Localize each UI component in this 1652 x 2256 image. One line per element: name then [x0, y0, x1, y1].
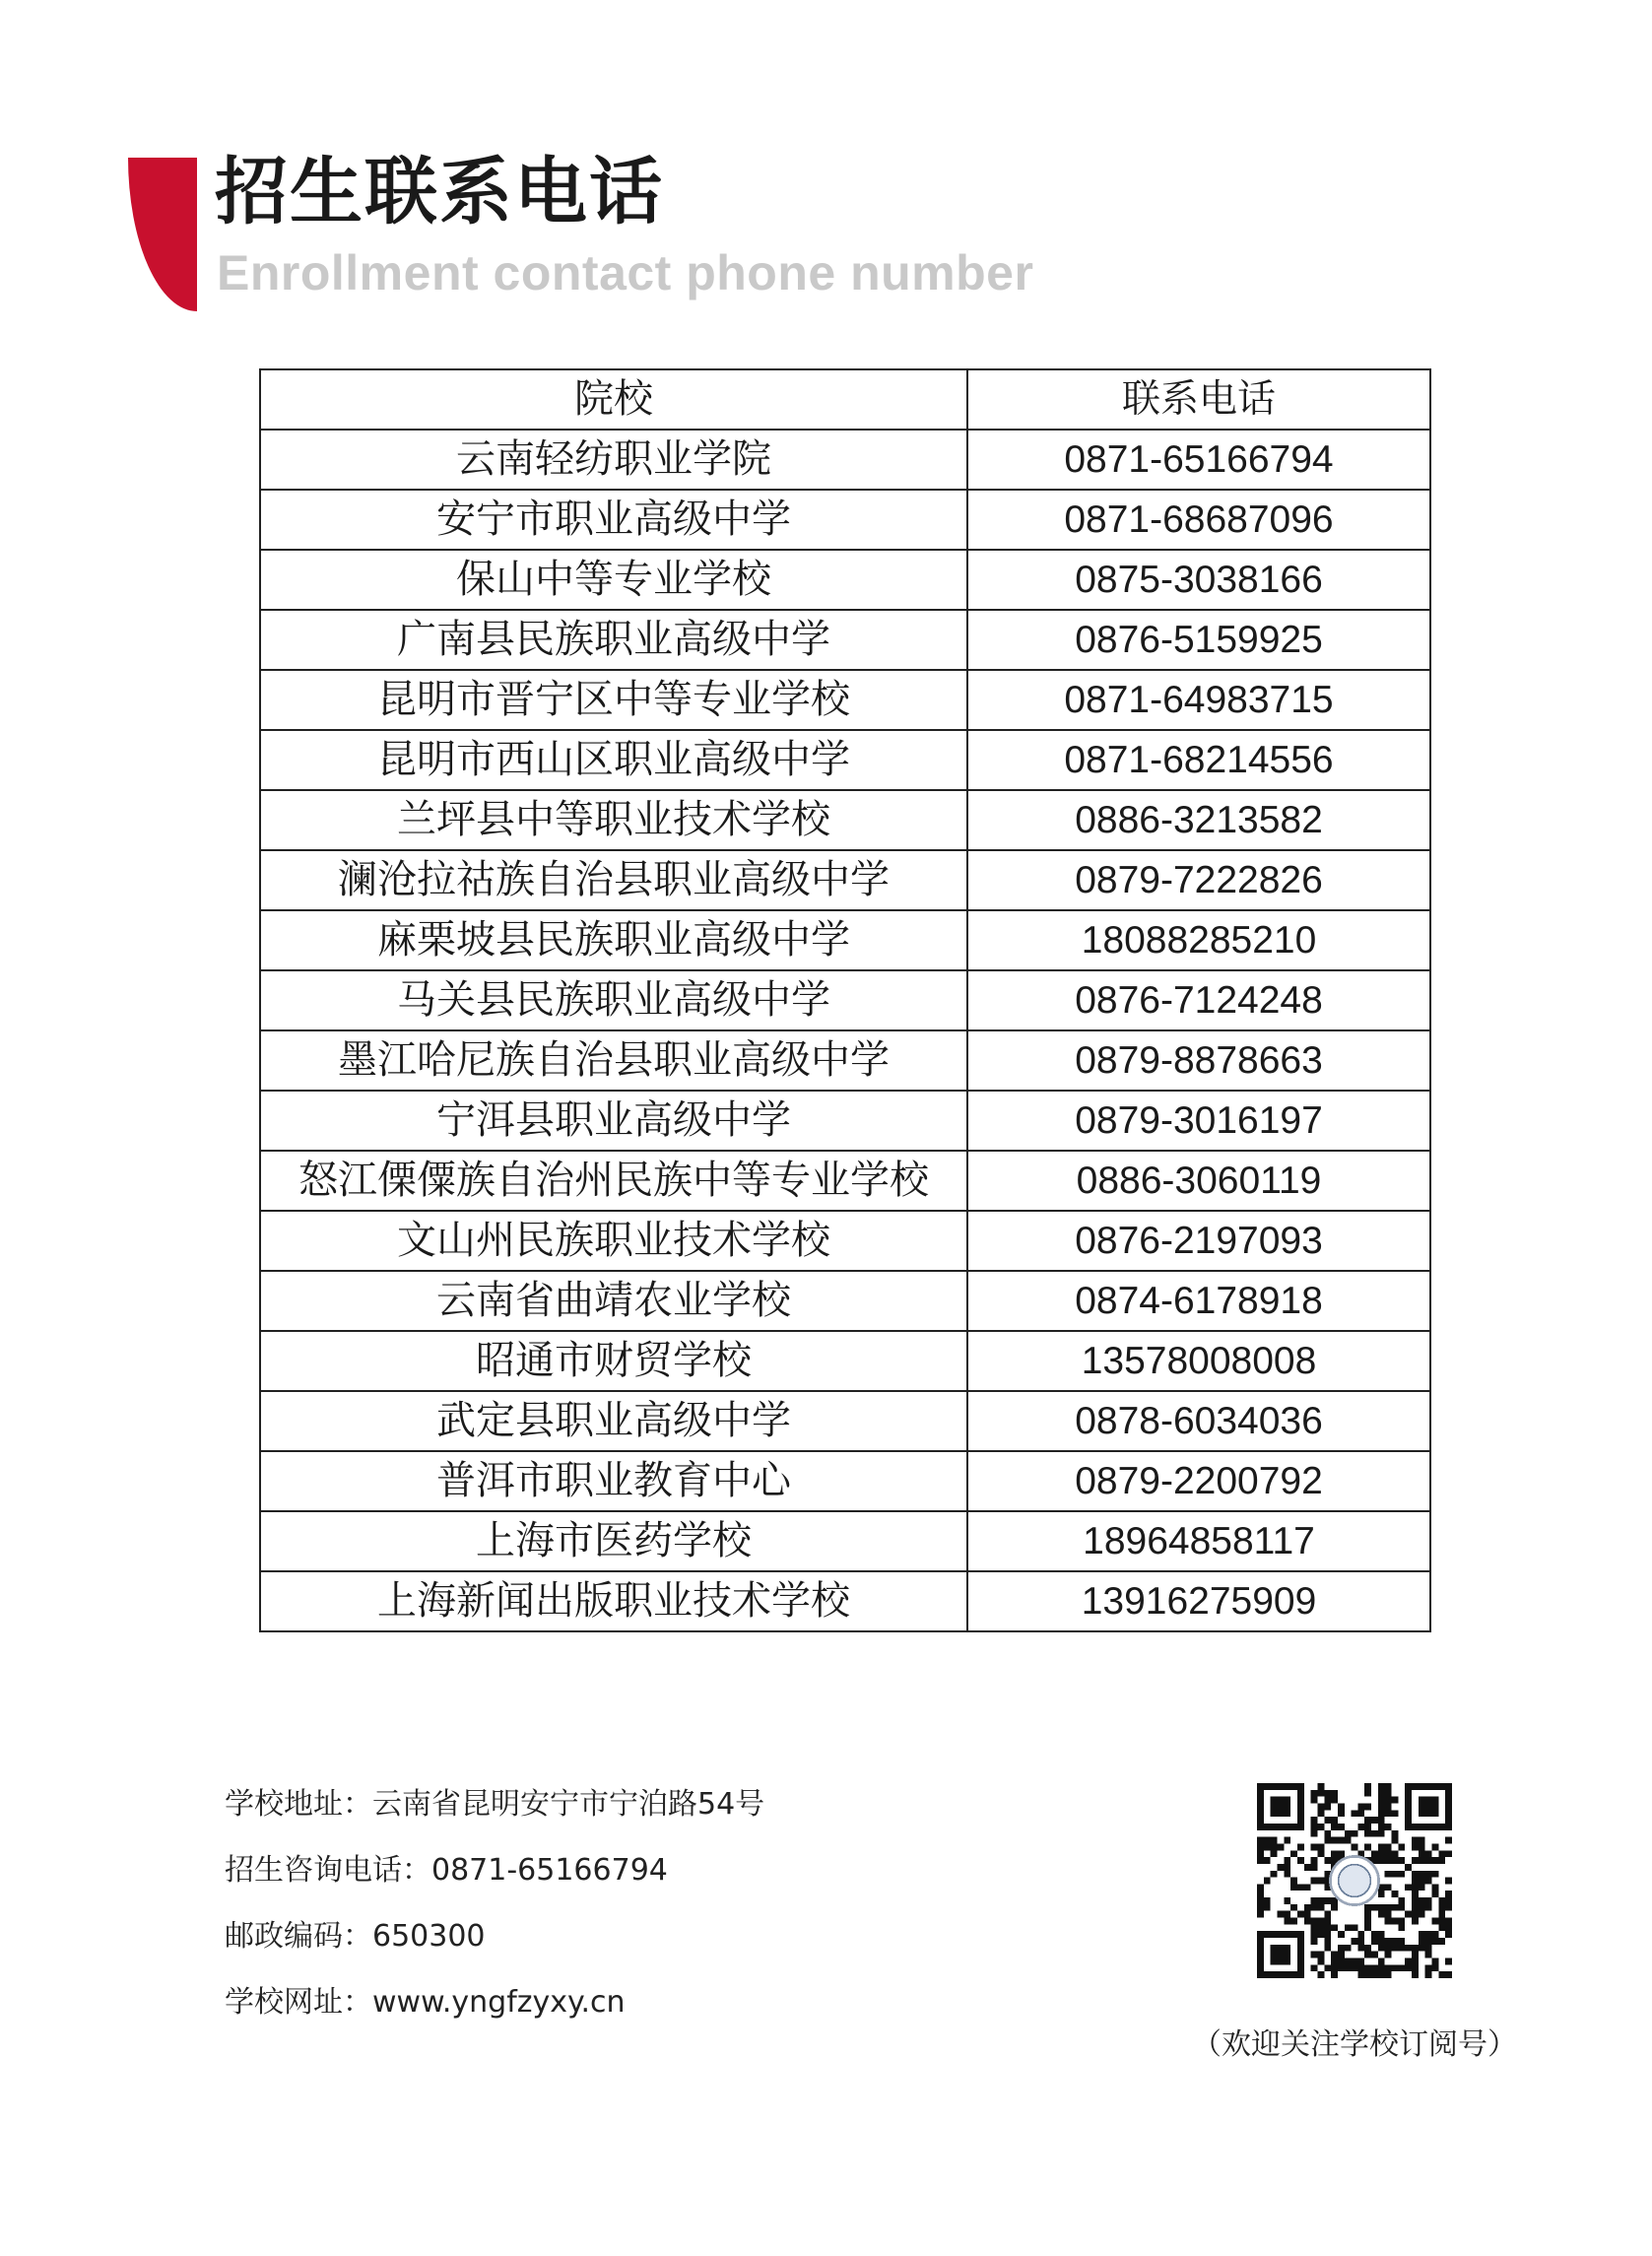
school-name-cell: 广南县民族职业高级中学 — [260, 610, 967, 670]
phone-number-cell: 0871-68214556 — [967, 730, 1430, 790]
table-row — [260, 730, 1430, 790]
table-row — [260, 490, 1430, 550]
table-row — [260, 790, 1430, 850]
table-row — [260, 430, 1430, 490]
table-row — [260, 1091, 1430, 1151]
footer-address: 学校地址：云南省昆明安宁市宁泊路54号 — [225, 1787, 765, 1822]
school-name-cell: 云南轻纺职业学院 — [260, 430, 967, 490]
school-name-cell: 昆明市晋宁区中等专业学校 — [260, 670, 967, 730]
page-subtitle: Enrollment contact phone number — [217, 245, 1034, 300]
table-row — [260, 1211, 1430, 1271]
table-header-row — [260, 369, 1430, 430]
page-title: 招生联系电话 — [215, 150, 664, 234]
table-row — [260, 1151, 1430, 1211]
school-name-cell: 上海新闻出版职业技术学校 — [260, 1571, 967, 1631]
table-row — [260, 610, 1430, 670]
phone-number-cell: 18088285210 — [967, 910, 1430, 970]
table-row — [260, 970, 1430, 1030]
phone-number-cell: 0875-3038166 — [967, 550, 1430, 610]
table-row — [260, 1331, 1430, 1391]
phone-number-cell: 0874-6178918 — [967, 1271, 1430, 1331]
phone-number-cell: 0871-64983715 — [967, 670, 1430, 730]
table-row — [260, 550, 1430, 610]
title-accent-bar — [128, 158, 197, 311]
phone-number-cell: 0876-5159925 — [967, 610, 1430, 670]
footer-hotline: 招生咨询电话：0871-65166794 — [225, 1853, 668, 1888]
phone-number-cell: 0879-7222826 — [967, 850, 1430, 910]
phone-number-cell: 13578008008 — [967, 1331, 1430, 1391]
school-name-cell: 普洱市职业教育中心 — [260, 1451, 967, 1511]
table-row — [260, 1391, 1430, 1451]
phone-number-cell: 13916275909 — [967, 1571, 1430, 1631]
phone-number-cell: 18964858117 — [967, 1511, 1430, 1571]
school-name-cell: 马关县民族职业高级中学 — [260, 970, 967, 1030]
phone-number-cell: 0879-3016197 — [967, 1091, 1430, 1151]
school-name-cell: 上海市医药学校 — [260, 1511, 967, 1571]
school-name-cell: 宁洱县职业高级中学 — [260, 1091, 967, 1151]
table-row — [260, 1451, 1430, 1511]
school-name-cell: 昆明市西山区职业高级中学 — [260, 730, 967, 790]
school-name-cell: 昭通市财贸学校 — [260, 1331, 967, 1391]
table-row — [260, 1511, 1430, 1571]
school-name-cell: 麻栗坡县民族职业高级中学 — [260, 910, 967, 970]
phone-number-cell: 0879-2200792 — [967, 1451, 1430, 1511]
table-row — [260, 850, 1430, 910]
table-body — [260, 430, 1430, 1631]
contact-table-wrapper — [259, 368, 1431, 1632]
phone-number-cell: 0876-2197093 — [967, 1211, 1430, 1271]
school-name-cell: 云南省曲靖农业学校 — [260, 1271, 967, 1331]
school-name-cell: 武定县职业高级中学 — [260, 1391, 967, 1451]
school-name-cell: 墨江哈尼族自治县职业高级中学 — [260, 1030, 967, 1091]
table-row — [260, 1571, 1430, 1631]
header-school: 院校 — [260, 369, 967, 430]
phone-number-cell: 0886-3060119 — [967, 1151, 1430, 1211]
footer-postcode: 邮政编码：650300 — [225, 1919, 486, 1954]
contact-table — [259, 368, 1431, 1632]
qr-code-icon — [1257, 1783, 1452, 1978]
phone-number-cell: 0878-6034036 — [967, 1391, 1430, 1451]
footer-info — [225, 1783, 764, 2047]
table-row — [260, 1030, 1430, 1091]
qr-caption: （欢迎关注学校订阅号） — [1192, 2027, 1517, 2062]
phone-number-cell: 0871-65166794 — [967, 430, 1430, 490]
phone-number-cell: 0871-68687096 — [967, 490, 1430, 550]
phone-number-cell: 0876-7124248 — [967, 970, 1430, 1030]
phone-number-cell: 0879-8878663 — [967, 1030, 1430, 1091]
school-name-cell: 兰坪县中等职业技术学校 — [260, 790, 967, 850]
school-name-cell: 安宁市职业高级中学 — [260, 490, 967, 550]
school-name-cell: 怒江傈僳族自治州民族中等专业学校 — [260, 1151, 967, 1211]
footer-website: 学校网址：www.yngfzyxy.cn — [225, 1985, 626, 2020]
school-name-cell: 文山州民族职业技术学校 — [260, 1211, 967, 1271]
header-phone: 联系电话 — [967, 369, 1430, 430]
school-name-cell: 保山中等专业学校 — [260, 550, 967, 610]
phone-number-cell: 0886-3213582 — [967, 790, 1430, 850]
school-name-cell: 澜沧拉祜族自治县职业高级中学 — [260, 850, 967, 910]
table-row — [260, 1271, 1430, 1331]
table-row — [260, 670, 1430, 730]
table-row — [260, 910, 1430, 970]
